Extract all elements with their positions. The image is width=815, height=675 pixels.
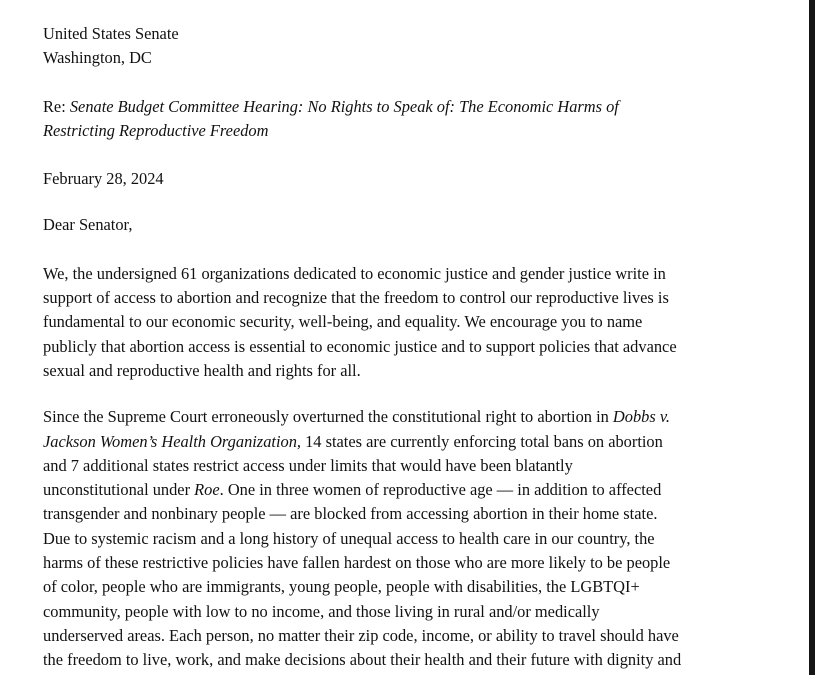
- paragraph-line: publicly that abortion access is essential to economic justice and to support policies that advance: [43, 336, 677, 356]
- paragraph-line: support of access to abortion and recognize that the freedom to control our reproductive lives is: [43, 288, 669, 308]
- paragraph-line: and 7 additional states restrict access under limits that would have been blatantly: [43, 455, 573, 475]
- address-line-2: Washington, DC: [43, 48, 152, 68]
- paragraph-line: the freedom to live, work, and make decisions about their health and their future with dignity and: [43, 650, 682, 670]
- paragraph-line: harms of these restrictive policies have fallen hardest on those who are more likely to be people: [43, 553, 671, 573]
- paragraph-line: sexual and reproductive health and rights for all.: [43, 360, 361, 380]
- subject-line: [43, 95, 768, 144]
- recipient-address: [43, 22, 768, 71]
- paragraph-line: transgender and nonbinary people — are blocked from accessing abortion in their home state.: [43, 504, 658, 524]
- paragraph-line: community, people with low to no income, and those living in rural and/or medically: [43, 601, 600, 621]
- paragraph-line: [43, 405, 768, 429]
- paragraph-2: [43, 405, 768, 672]
- text-run: 14 states are currently enforcing total bans on abortion: [300, 431, 663, 451]
- salutation: Dear Senator,: [43, 215, 133, 235]
- paragraph-line: fundamental to our economic security, well-being, and equality. We encourage you to name: [43, 312, 643, 332]
- letter-body: [43, 22, 768, 673]
- text-run: . One in three women of reproductive age — in addition to affected: [219, 480, 662, 500]
- text-run: unconstitutional under: [43, 480, 195, 500]
- paragraph-line: underserved areas. Each person, no matter their zip code, income, or ability to travel should have: [43, 625, 679, 645]
- subject-title-1: Senate Budget Committee Hearing: No Rights to Speak of: The Economic Harms of: [69, 96, 619, 116]
- paragraph-line: of color, people who are immigrants, young people, people with disabilities, the LGBTQI+: [43, 577, 640, 597]
- case-name-italic: Jackson Women’s Health Organization,: [43, 431, 301, 451]
- text-run: Since the Supreme Court erroneously overturned the constitutional right to abortion in: [43, 407, 613, 427]
- case-name-italic: Dobbs v.: [612, 407, 670, 427]
- roe-italic: Roe: [194, 480, 220, 500]
- paragraph-line: [43, 430, 768, 454]
- subject-title-2: Restricting Reproductive Freedom: [43, 120, 269, 140]
- subject-prefix: Re:: [43, 96, 70, 116]
- paragraph-line: We, the undersigned 61 organizations dedicated to economic justice and gender justice write in: [43, 263, 666, 283]
- paragraph-line: [43, 478, 768, 502]
- address-line-1: United States Senate: [43, 24, 179, 43]
- letter-date: February 28, 2024: [43, 169, 164, 189]
- subject-line-1: [43, 95, 768, 119]
- window-edge: [809, 0, 815, 675]
- subject-line-2: [43, 119, 768, 143]
- paragraph-1: [43, 262, 768, 383]
- paragraph-line: Due to systemic racism and a long history of unequal access to health care in our country, the: [43, 528, 655, 548]
